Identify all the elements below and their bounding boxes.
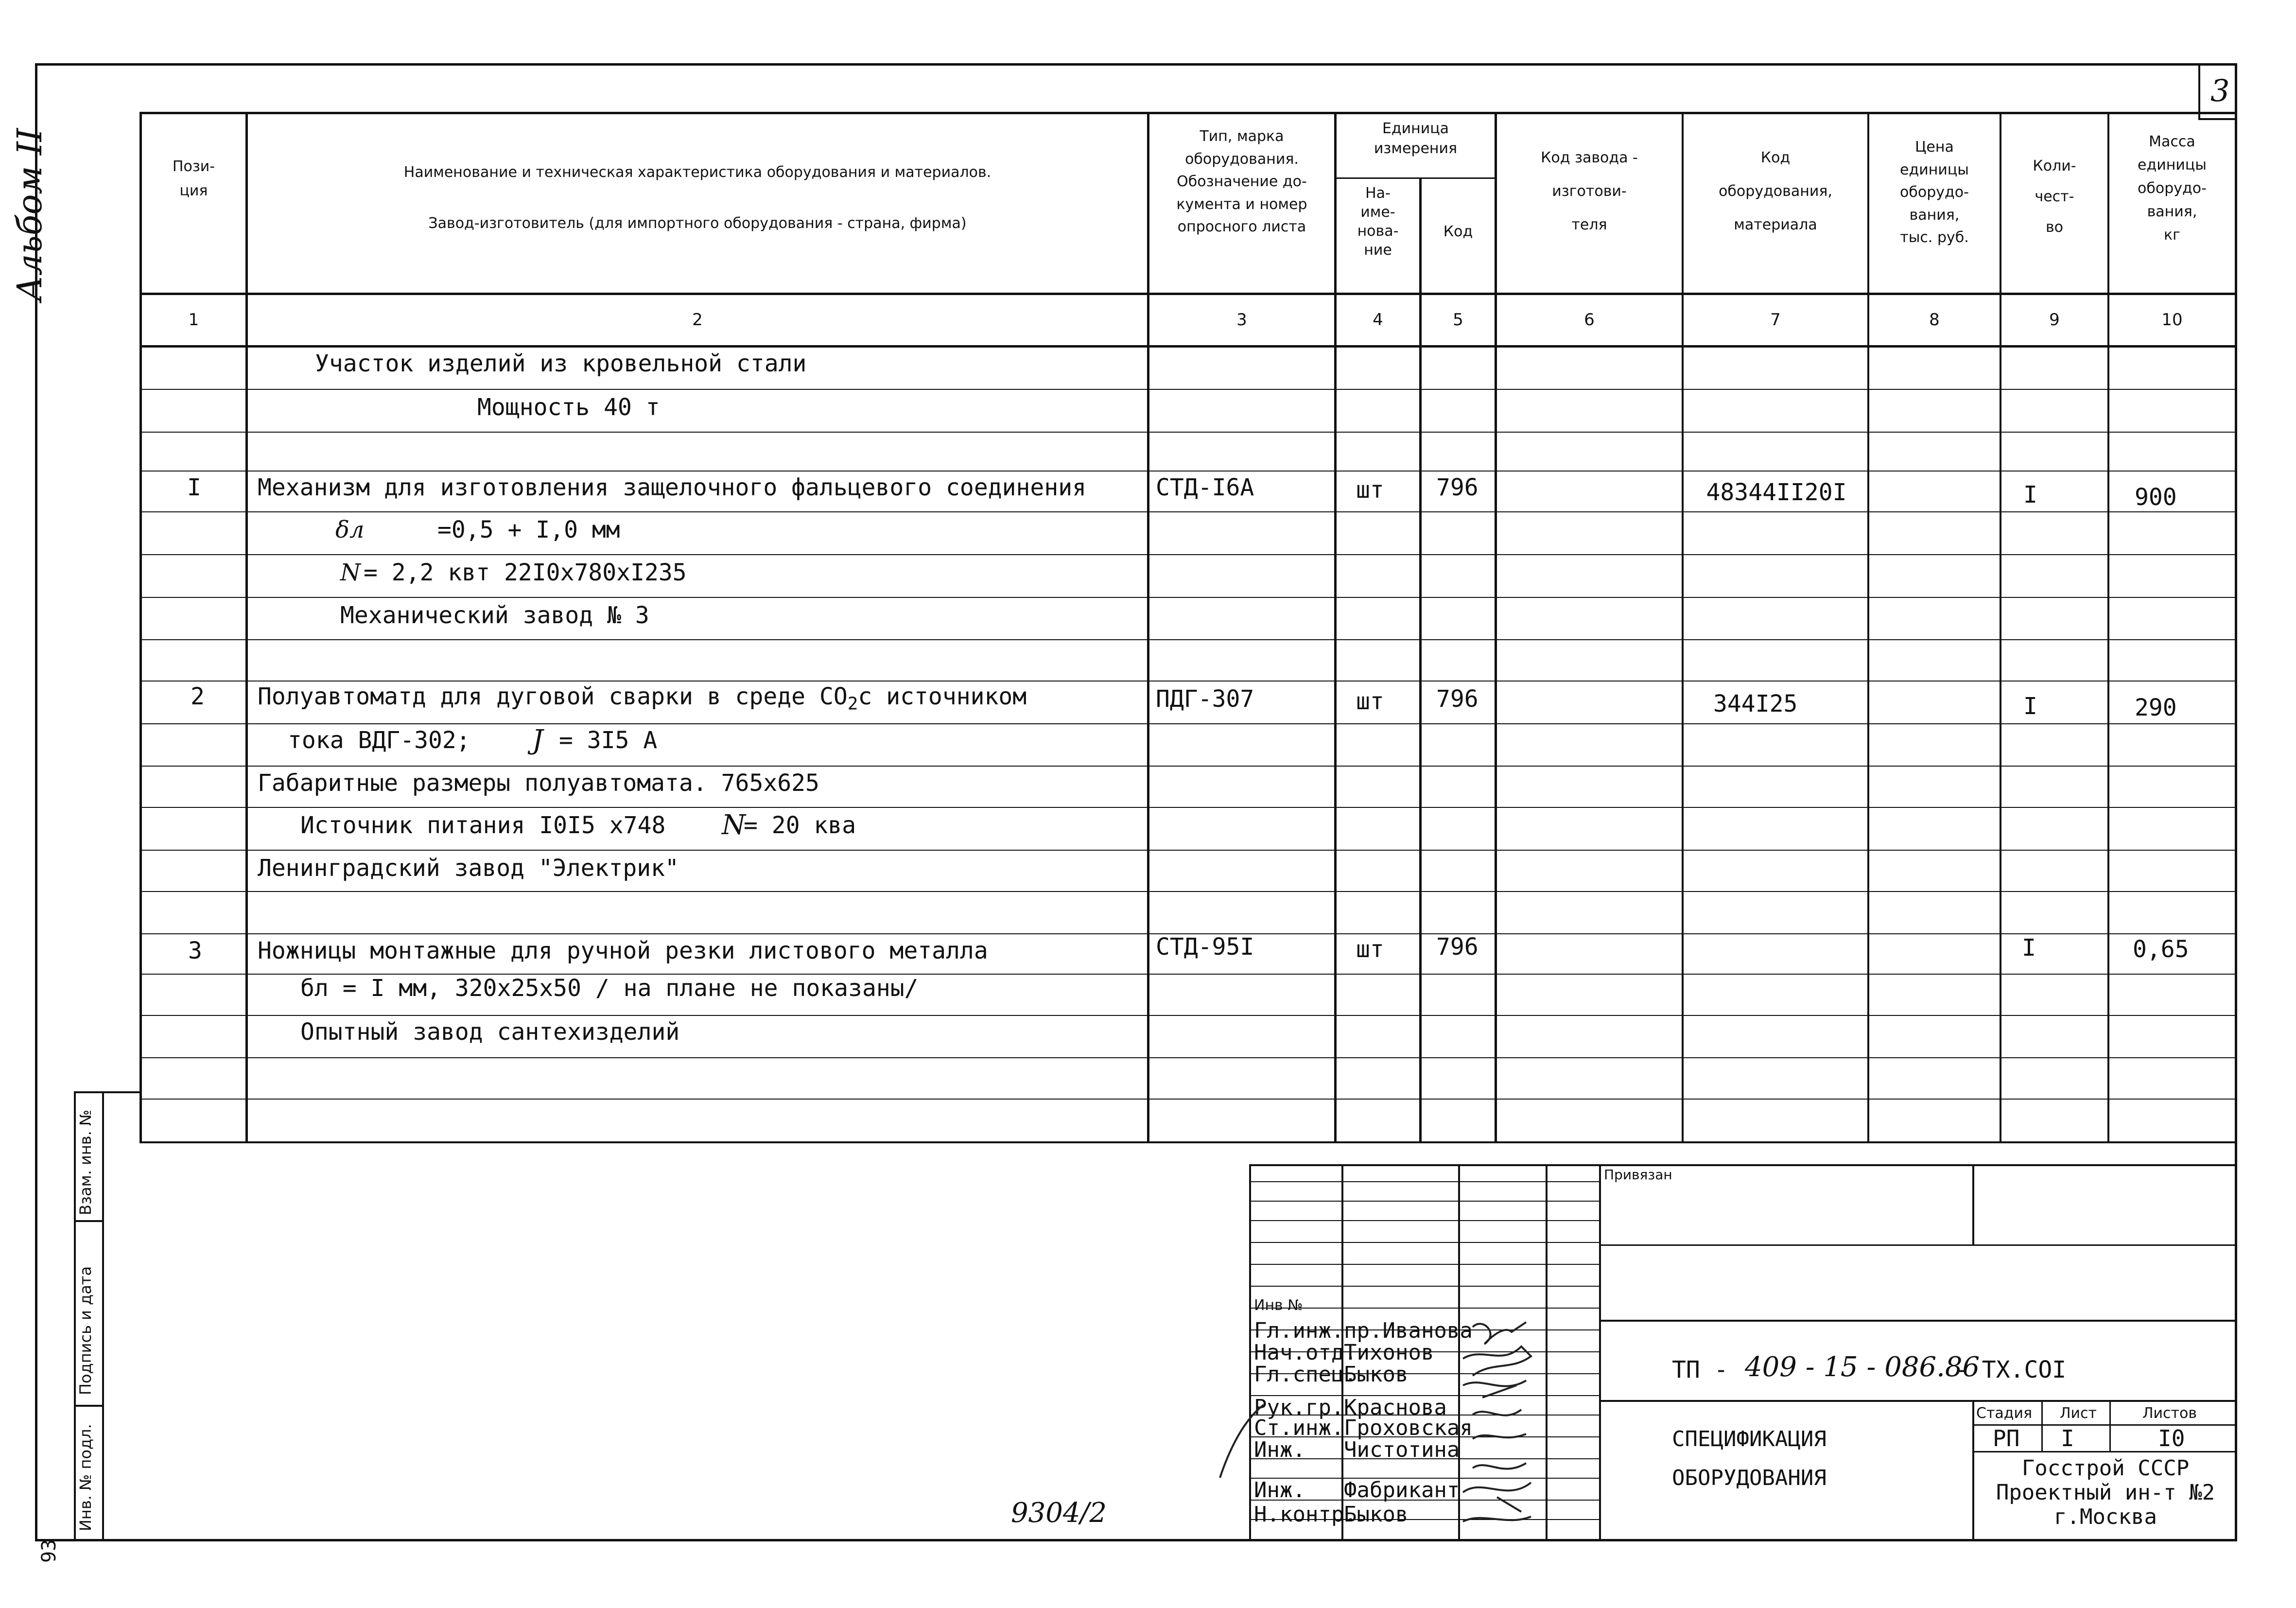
item2-line2: тока ВДГ-302; xyxy=(288,727,470,754)
column-number-5: 5 xyxy=(1453,310,1463,330)
role-1-name: пр.Иванова xyxy=(1344,1318,1473,1343)
role-8-name: Быков xyxy=(1344,1502,1409,1527)
role-5: Ст.инж. xyxy=(1254,1416,1344,1440)
item2-name xyxy=(258,683,1026,714)
header-type: Тип, марка оборудования. Обозначение до- кумента и номер опросного листа xyxy=(1176,128,1307,235)
title-privyazan: Привязан xyxy=(1604,1167,1672,1183)
item3-quantity: I xyxy=(2022,934,2036,961)
item2-unit-code: 796 xyxy=(1436,685,1478,713)
item3-name: Ножницы монтажные для ручной резки листового металла xyxy=(258,937,988,964)
item1-quantity: I xyxy=(2023,481,2037,508)
item2-equipment-code: 344I25 xyxy=(1713,690,1798,717)
role-4: Рук.гр. xyxy=(1254,1395,1344,1420)
header-mass: Масса единицы оборудо- вания, кг xyxy=(2138,133,2207,244)
item2-line4-value: = 20 ква xyxy=(744,812,856,839)
column-number-8: 8 xyxy=(1929,310,1940,330)
title-inv-no: Инв № xyxy=(1254,1297,1303,1314)
item3-line2: бл = I мм, 320х25х50 / на плане не показаны/ xyxy=(300,975,919,1002)
stage-label: Стадия xyxy=(1976,1405,2033,1422)
role-6: Инж. xyxy=(1254,1437,1305,1462)
column-number-3: 3 xyxy=(1236,310,1247,330)
column-number-6: 6 xyxy=(1584,310,1595,330)
header-position: Пози- ция xyxy=(172,158,215,199)
role-5-name: Гроховская xyxy=(1344,1416,1473,1440)
item2-unit: шт xyxy=(1356,688,1384,715)
item2-position: 2 xyxy=(191,683,205,710)
role-3-name: Быков xyxy=(1344,1362,1409,1387)
item2-plant: Ленинградский завод "Электрик" xyxy=(258,855,679,882)
org-line-3: г.Москва xyxy=(2054,1504,2157,1529)
archive-number: 9304/2 xyxy=(1011,1497,1107,1529)
sheets-value: I0 xyxy=(2158,1425,2185,1451)
item1-spec1: =0,5 + I,0 мм xyxy=(437,516,620,543)
role-6-name: Чистотина xyxy=(1344,1437,1460,1462)
item1-spec1-symbol: δл xyxy=(335,516,365,543)
column-number-9: 9 xyxy=(2049,310,2060,330)
role-3: Гл.спец. xyxy=(1254,1362,1357,1387)
doc-code-suffix: - ТХ.СОI xyxy=(1954,1356,2067,1383)
section-power: Мощность 40 т xyxy=(477,394,660,421)
column-number-2: 2 xyxy=(692,310,703,330)
column-number-7: 7 xyxy=(1770,310,1781,330)
item2-quantity: I xyxy=(2023,693,2037,720)
item1-spec2-symbol: N xyxy=(340,559,361,586)
header-plant-code: Код завода - изготови- теля xyxy=(1541,149,1638,233)
item3-plant: Опытный завод сантехизделий xyxy=(300,1018,680,1046)
item2-line2-symbol: J xyxy=(532,724,543,756)
role-4-name: Краснова xyxy=(1344,1395,1447,1420)
item3-position: 3 xyxy=(188,937,202,964)
side-stamp-vzam: Взам. инв. № xyxy=(76,1109,95,1215)
sheet-value: I xyxy=(2061,1425,2074,1451)
doc-title-2: ОБОРУДОВАНИЯ xyxy=(1672,1466,1826,1490)
role-1: Гл.инж. xyxy=(1254,1318,1344,1343)
role-2-name: Тихонов xyxy=(1344,1340,1434,1365)
item2-mass: 290 xyxy=(2135,694,2177,721)
header-unit-code: Код xyxy=(1443,223,1473,240)
sheets-label: Листов xyxy=(2142,1405,2197,1422)
item1-plant: Механический завод № 3 xyxy=(340,602,649,629)
item2-line3: Габаритные размеры полуавтомата. 765х625 xyxy=(258,769,819,797)
column-number-10: 10 xyxy=(2161,310,2183,330)
item3-type: СТД-95I xyxy=(1156,933,1254,961)
item1-name: Механизм для изготовления защелочного фальцевого соединения xyxy=(258,474,1087,501)
role-7-name: Фабрикант xyxy=(1344,1478,1460,1503)
album-label: Альбом II xyxy=(10,128,50,301)
item3-mass: 0,65 xyxy=(2133,936,2189,963)
item1-type: СТД-I6А xyxy=(1156,474,1254,501)
stage-value: РП xyxy=(1993,1425,2020,1451)
doc-title-1: СПЕЦИФИКАЦИЯ xyxy=(1672,1427,1826,1451)
header-price: Цена единицы оборудо- вания, тыс. руб. xyxy=(1900,139,1969,246)
doc-code-hand: 409 - 15 - 086.86 xyxy=(1745,1351,1980,1383)
item2-type: ПДГ-307 xyxy=(1156,685,1254,713)
org-line-2: Проектный ин-т №2 xyxy=(1996,1480,2215,1505)
item1-position: I xyxy=(187,474,201,501)
role-8: Н.контр. xyxy=(1254,1502,1357,1527)
page-number: 3 xyxy=(2210,73,2230,108)
item1-unit-code: 796 xyxy=(1436,474,1478,501)
doc-code-prefix: ТП - xyxy=(1672,1356,1728,1383)
item1-unit: шт xyxy=(1356,476,1384,504)
column-number-1: 1 xyxy=(188,310,199,330)
org-line-1: Госстрой СССР xyxy=(2021,1456,2190,1481)
item2-name-subscript: 2 xyxy=(847,694,858,714)
item1-mass: 900 xyxy=(2135,484,2177,511)
item2-line4-symbol: N xyxy=(722,809,746,841)
edge-mark: 93 xyxy=(38,1539,60,1563)
item3-unit-code: 796 xyxy=(1436,933,1478,961)
header-name-line2: Завод-изготовитель (для импортного оборудования - страна, фирма) xyxy=(428,215,967,232)
side-stamp-inv: Инв. № подл. xyxy=(76,1424,95,1531)
header-unit-name: На- име- нова- ние xyxy=(1357,185,1399,259)
item2-name-tail: с источником xyxy=(858,683,1027,710)
section-title: Участок изделий из кровельной стали xyxy=(315,350,807,377)
side-stamp-podpis: Подпись и дата xyxy=(76,1266,95,1395)
sheet-label: Лист xyxy=(2060,1405,2097,1422)
column-number-4: 4 xyxy=(1373,310,1383,330)
item2-line2-value: = 3I5 А xyxy=(559,727,658,754)
item3-unit: шт xyxy=(1356,936,1384,963)
signatures-image xyxy=(1210,1312,1560,1536)
item1-equipment-code: 48344II20I xyxy=(1706,479,1847,506)
item1-spec2: = 2,2 квт 22I0х780хI235 xyxy=(364,559,687,586)
header-unit-group: Единица измерения xyxy=(1374,120,1458,157)
role-2: Нач.отд. xyxy=(1254,1340,1357,1365)
item2-name-main: Полуавтоматд для дуговой сварки в среде CO xyxy=(258,683,848,710)
item2-line4: Источник питания I0I5 х748 xyxy=(300,812,666,839)
role-7: Инж. xyxy=(1254,1478,1305,1503)
header-quantity: Коли- чест- во xyxy=(2033,157,2076,236)
header-equipment-code: Код оборудования, материала xyxy=(1719,149,1832,233)
header-name-line1: Наименование и техническая характеристика оборудования и материалов. xyxy=(403,164,991,181)
